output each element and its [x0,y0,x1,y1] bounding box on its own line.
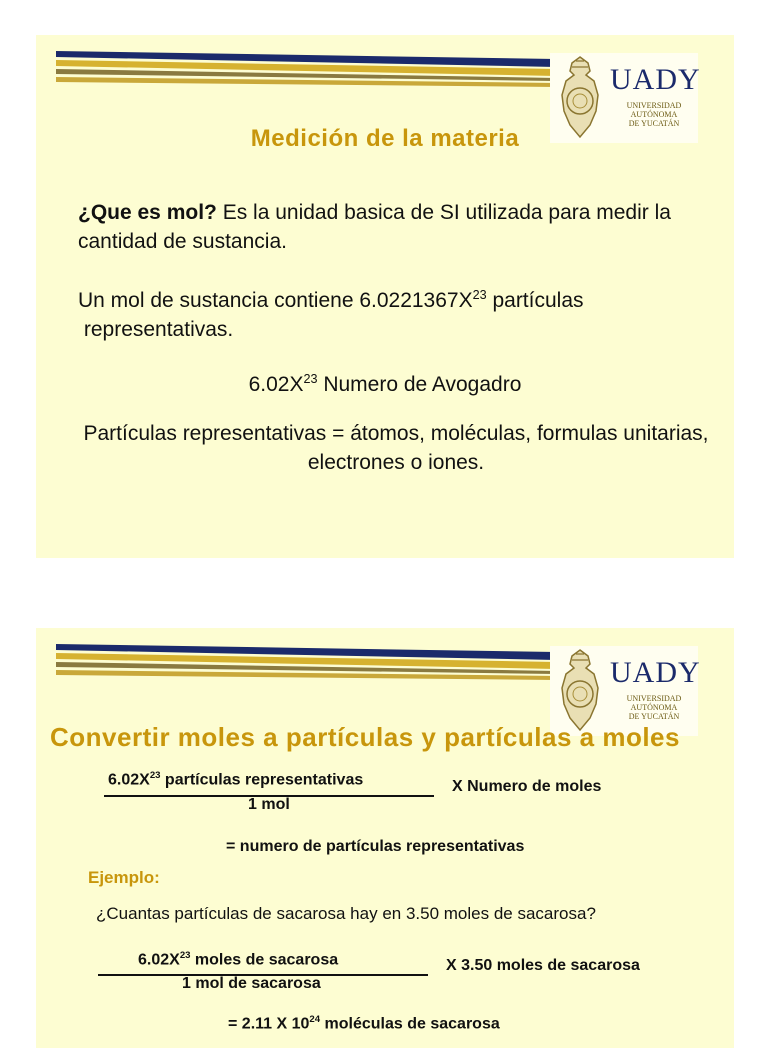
mol-content-line2: representativas. [83,318,234,341]
formula2-numerator-text: moles de sacarosa [190,951,339,969]
formula2-numerator-base: 6.02X [138,951,180,969]
mol-exponent: 23 [472,288,487,302]
formula2-numerator-exponent: 23 [179,950,191,961]
formula1-numerator-exponent: 23 [149,770,161,781]
avogadro-label: Numero de Avogadro [317,373,522,396]
formula2-numerator [138,950,338,969]
header-stripes [56,640,556,686]
formula2-result-exponent: 24 [309,1014,321,1025]
mol-question: ¿Que es mol? [78,201,217,224]
formula1-numerator-base: 6.02X [108,771,150,789]
formula1-numerator [108,770,363,789]
slide-2 [36,628,734,1048]
logo-word: UADY [610,63,701,96]
example-question: ¿Cuantas partículas de sacarosa hay en 3.50 moles de sacarosa? [96,904,596,923]
header-stripes [56,47,556,93]
avogadro-exponent: 23 [303,372,318,386]
formula2-result-text: moléculas de sacarosa [320,1015,500,1033]
formula2-result-base: = 2.11 X 10 [228,1015,310,1033]
formula1-numerator-text: partículas representativas [160,771,364,789]
logo-line-1: UNIVERSIDAD [626,101,682,110]
mol-definition [78,198,678,256]
formula2-multiplier: X 3.50 moles de sacarosa [446,957,640,974]
formula2-denominator: 1 mol de sacarosa [182,975,321,992]
mol-definition-text: Es la unidad basica de SI utilizada para medir la cantidad de sustancia. [78,201,671,253]
logo-line-1: UNIVERSIDAD [626,694,682,703]
mol-content-end: partículas [486,289,584,312]
logo-line-3: DE YUCATÁN [628,712,680,721]
logo-line-3: DE YUCATÁN [628,119,680,128]
logo-line-2: AUTÓNOMA [630,703,678,712]
slide-1 [36,35,734,558]
mol-content-text: Un mol de sustancia contiene 6.0221367X [78,289,473,312]
university-seal-icon [554,648,606,732]
particles-definition: Partículas representativas = átomos, moléculas, formulas unitarias, electrones o iones. [83,422,709,474]
avogadro-line [36,365,734,399]
example-label: Ejemplo: [88,868,160,887]
formula1-multiplier: X Numero de moles [452,778,602,795]
avogadro-base: 6.02X [248,373,304,396]
logo-word: UADY [610,656,701,689]
slide-title: Convertir moles a partículas y partículas a moles [50,722,680,752]
formula1-denominator: 1 mol [248,796,290,813]
formula1-result: = numero de partículas representativas [226,838,525,855]
mol-content [78,281,718,344]
slide-title: Medición de la materia [250,125,520,152]
logo-line-2: AUTÓNOMA [630,110,678,119]
